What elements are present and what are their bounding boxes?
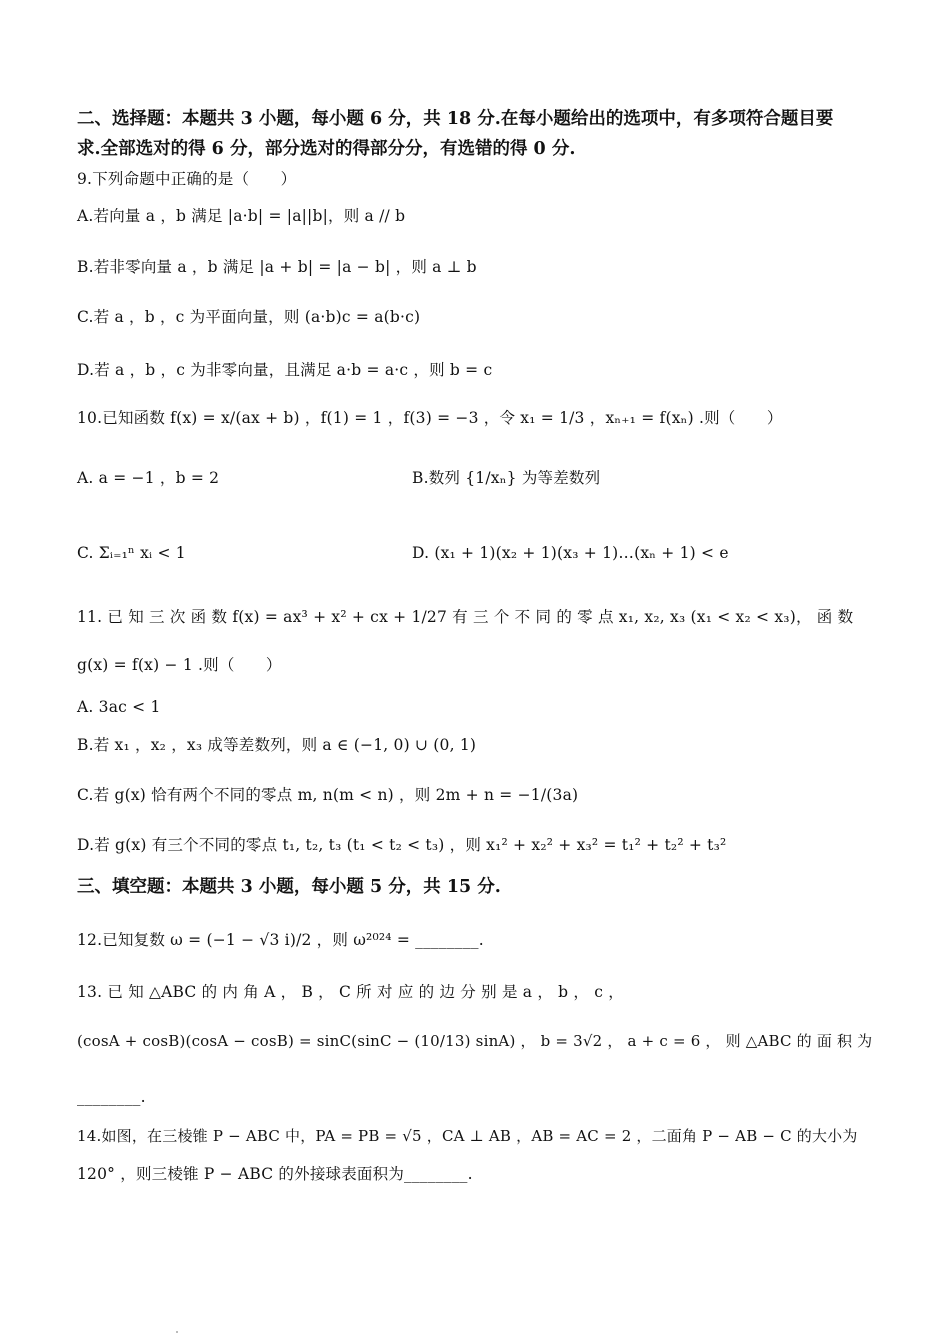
section-2-title-line1: 二、选择题：本题共 3 小题，每小题 6 分，共 18 分.在每小题给出的选项中，有多项符合题目要 bbox=[77, 109, 834, 129]
question-14-line1: 14.如图，在三棱锥 P − ABC 中，PA = PB = √5 ，CA ⊥ AB ，AB = AC = 2 ，二面角 P − AB − C 的大小为 bbox=[77, 1127, 858, 1145]
question-10-option-b: B.数列 {1/xₙ} 为等差数列 bbox=[412, 469, 601, 487]
question-13-line1: 13. 已 知 △ABC 的 内 角 A ， B ， C 所 对 应 的 边 分 别 是 a ， b ， c ， bbox=[77, 983, 624, 1001]
question-9-option-d: D.若 a ，b ，c 为非零向量，且满足 a·b = a·c ，则 b = c bbox=[77, 361, 493, 379]
question-9-option-b: B.若非零向量 a ，b 满足 |a + b| = |a − b| ，则 a ⊥ b bbox=[77, 258, 477, 276]
page-mark bbox=[176, 1331, 178, 1333]
question-9-stem: 9.下列命题中正确的是（ ） bbox=[77, 170, 297, 188]
question-11-stem-line1: 11. 已 知 三 次 函 数 f(x) = ax³ + x² + cx + 1/27 有 三 个 不 同 的 零 点 x₁, x₂, x₃ (x₁ < x₂ < x₃)， 函 数 bbox=[77, 608, 854, 626]
question-10-option-c: C. Σᵢ₌₁ⁿ xᵢ < 1 bbox=[77, 544, 186, 562]
question-14-line2: 120° ，则三棱锥 P − ABC 的外接球表面积为________. bbox=[77, 1165, 473, 1183]
question-11-option-d: D.若 g(x) 有三个不同的零点 t₁, t₂, t₃ (t₁ < t₂ < t₃) ，则 x₁² + x₂² + x₃² = t₁² + t₂² + t₃² bbox=[77, 836, 727, 854]
question-13-line2: (cosA + cosB)(cosA − cosB) = sinC(sinC − (10/13) sinA) ， b = 3√2 ， a + c = 6 ， 则 △ABC 的 面 积 为 bbox=[77, 1032, 873, 1050]
question-12-text: 12.已知复数 ω = (−1 − √3 i)/2 ，则 ω²⁰²⁴ = ________. bbox=[77, 931, 484, 949]
question-10-stem: 10.已知函数 f(x) = x/(ax + b) ，f(1) = 1 ，f(3) = −3 ，令 x₁ = 1/3 ，xₙ₊₁ = f(xₙ) .则（ ） bbox=[77, 409, 783, 427]
question-10-option-d: D. (x₁ + 1)(x₂ + 1)(x₃ + 1)…(xₙ + 1) < e bbox=[412, 544, 729, 562]
question-11-option-c: C.若 g(x) 恰有两个不同的零点 m, n(m < n) ，则 2m + n = −1/(3a) bbox=[77, 786, 579, 804]
question-13-blank: ________. bbox=[77, 1088, 146, 1106]
question-11-stem-line2: g(x) = f(x) − 1 .则（ ） bbox=[77, 656, 282, 674]
question-9-option-c: C.若 a ，b ，c 为平面向量，则 (a·b)c = a(b·c) bbox=[77, 308, 421, 326]
question-11-option-b: B.若 x₁ ，x₂ ，x₃ 成等差数列，则 a ∈ (−1, 0) ∪ (0, 1) bbox=[77, 736, 477, 754]
section-2-title-line2: 求.全部选对的得 6 分，部分选对的得部分分，有选错的得 0 分. bbox=[77, 139, 576, 159]
section-3-title: 三、填空题：本题共 3 小题，每小题 5 分，共 15 分. bbox=[77, 877, 501, 897]
question-11-option-a: A. 3ac < 1 bbox=[77, 698, 161, 716]
question-10-option-a: A. a = −1 ，b = 2 bbox=[77, 469, 220, 487]
question-9-option-a: A.若向量 a ，b 满足 |a·b| = |a||b|，则 a // b bbox=[77, 207, 406, 225]
